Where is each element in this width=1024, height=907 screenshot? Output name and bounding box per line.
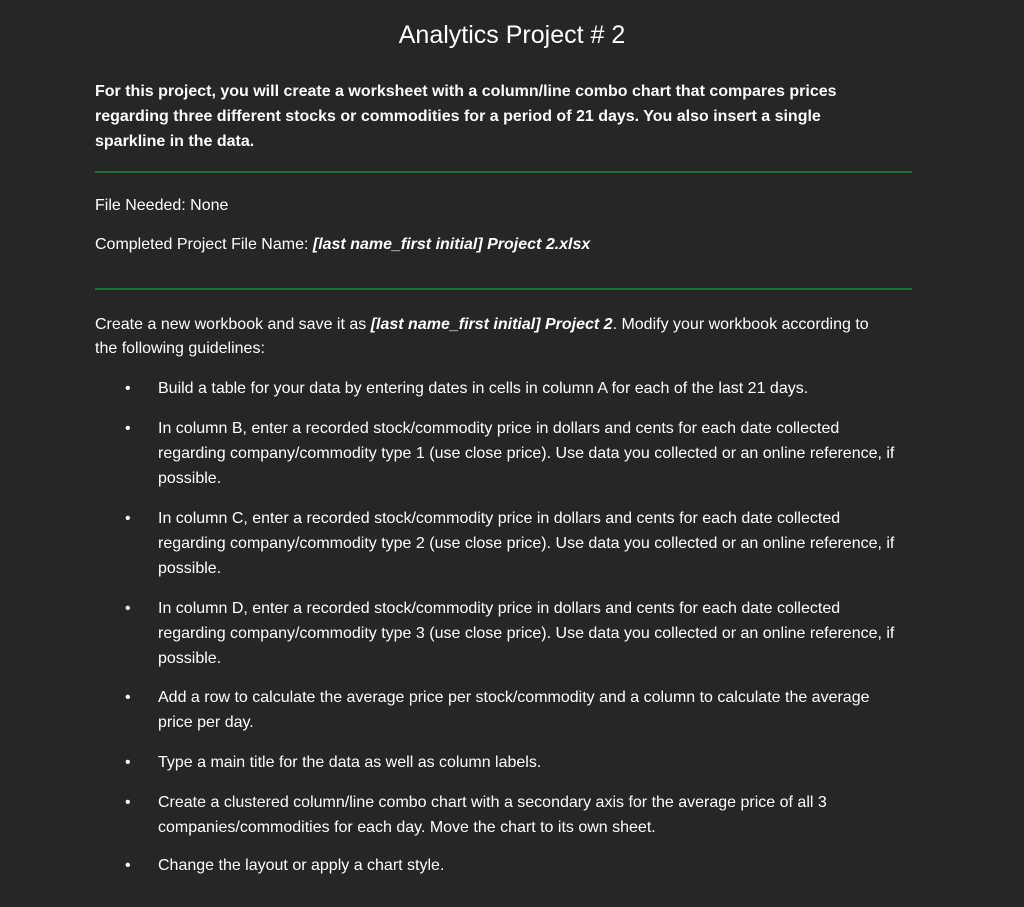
list-item-text: Add a row to calculate the average price per stock/commodity and a column to calculate the average price per day.	[158, 689, 870, 731]
instructions-suffix: . Modify your workbook according to the following guidelines:	[95, 316, 869, 357]
bullet-icon: •	[125, 380, 131, 397]
list-item-text: In column D, enter a recorded stock/commodity price in dollars and cents for each date collected regarding company/commodity type 3 (use close price). Use data you collected or an online reference, if possible.	[158, 600, 895, 667]
list-item	[125, 853, 903, 878]
bullet-icon: •	[125, 420, 131, 437]
page-title: Analytics Project # 2	[398, 20, 626, 49]
bullet-icon: •	[125, 510, 131, 527]
bullet-icon: •	[125, 754, 131, 771]
bullet-icon: •	[125, 689, 131, 706]
list-item	[125, 376, 903, 401]
completed-file-value: [last name_first initial] Project 2.xlsx	[312, 236, 591, 253]
file-needed-text: File Needed: None	[95, 197, 229, 214]
list-item-text: Type a main title for the data as well as column labels.	[158, 754, 542, 771]
section-divider	[95, 171, 912, 173]
list-item-text: Change the layout or apply a chart style.	[158, 857, 445, 874]
instructions-prefix: Create a new workbook and save it as	[95, 316, 371, 333]
bullet-icon: •	[125, 794, 131, 811]
instructions-paragraph	[95, 313, 895, 361]
intro-paragraph: For this project, you will create a worksheet with a column/line combo chart that compares prices regarding three different stocks or commodities for a period of 21 days. You also insert a single sparkline in the data.	[95, 83, 837, 150]
list-item	[125, 685, 903, 735]
completed-file-name	[95, 234, 590, 256]
list-item-text: Create a clustered column/line combo chart with a secondary axis for the average price of all 3 companies/commodities for each day. Move the chart to its own sheet.	[158, 794, 827, 836]
list-item	[125, 506, 903, 581]
completed-file-label: Completed Project File Name:	[95, 236, 313, 253]
list-item	[125, 750, 903, 775]
list-item-text: Build a table for your data by entering dates in cells in column A for each of the last 21 days.	[158, 380, 809, 397]
section-divider	[95, 288, 912, 290]
list-item	[125, 596, 903, 671]
bullet-icon: •	[125, 857, 131, 874]
list-item	[125, 416, 903, 491]
list-item	[125, 790, 903, 840]
list-item-text: In column B, enter a recorded stock/commodity price in dollars and cents for each date collected regarding company/commodity type 1 (use close price). Use data you collected or an online reference, if possible.	[158, 420, 895, 487]
list-item-text: In column C, enter a recorded stock/commodity price in dollars and cents for each date collected regarding company/commodity type 2 (use close price). Use data you collected or an online reference, if possible.	[158, 510, 895, 577]
instructions-filename: [last name_first initial] Project 2	[370, 316, 613, 333]
bullet-icon: •	[125, 600, 131, 617]
